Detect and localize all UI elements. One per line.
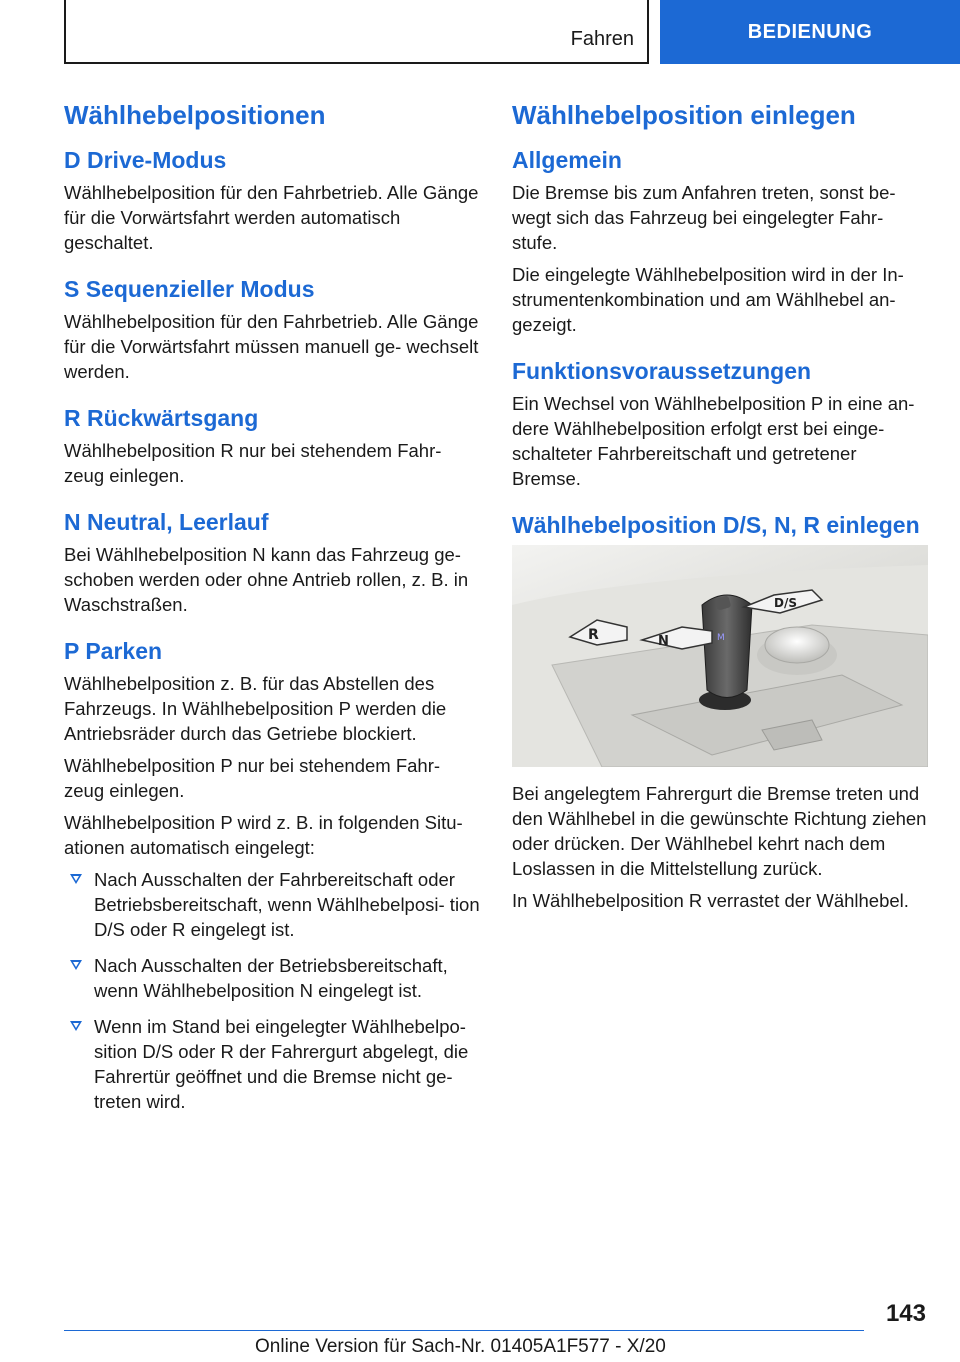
- section-neutral-text: Bei Wählhebelposition N kann das Fahrzeug ge‐ schoben werden oder ohne Antrieb rollen, z. B. in Waschstraßen.: [64, 544, 469, 615]
- right-title: Wählhebelposition einlegen: [512, 100, 856, 130]
- section-park-heading: P Parken: [64, 638, 163, 664]
- section-general-heading: Allgemein: [512, 147, 622, 173]
- section-general-text-1: Die Bremse bis zum Anfahren treten, sonst be‐ wegt sich das Fahrzeug bei eingelegter Fahr‐ stufe.: [512, 182, 896, 253]
- gear-selector-svg: [512, 545, 928, 767]
- footer-online-version: Online Version für Sach-Nr. 01405A1F577 - X/20: [255, 1336, 666, 1357]
- section-park-text-3: Wählhebelposition P wird z. B. in folgenden Situ‐ ationen automatisch eingelegt:: [64, 812, 463, 858]
- section-general-text-2: Die eingelegte Wählhebelposition wird in der In‐ strumentenkombination und am Wählhebel an‐ gezeigt.: [512, 264, 904, 335]
- section-requirements-text: Ein Wechsel von Wählhebelposition P in eine an‐ dere Wählhebelposition erfolgt erst bei einge‐ schalteter Fahrbereitschaft und getretener Bremse.: [512, 393, 915, 489]
- section-neutral: [64, 508, 480, 617]
- section-engage: [512, 511, 928, 913]
- section-neutral-heading: N Neutral, Leerlauf: [64, 509, 269, 535]
- left-column: [64, 98, 480, 1134]
- section-engage-heading: Wählhebelposition D/S, N, R einlegen: [512, 512, 920, 538]
- header-section-title: Fahren: [570, 28, 634, 50]
- section-requirements: [512, 357, 928, 491]
- section-general: [512, 146, 928, 337]
- list-item: Wenn im Stand bei eingelegter Wählhebelpo‐ sition D/S oder R der Fahrergurt abgelegt, die Fahrertür geöffnet und die Bremse nicht ge‐ treten wird.: [64, 1014, 480, 1114]
- park-bullet-list: [64, 867, 480, 1114]
- header-frame: [64, 0, 649, 64]
- svg-text:N: N: [658, 634, 669, 649]
- triangle-bullet-icon: [70, 874, 82, 884]
- header-chapter-tab[interactable]: BEDIENUNG: [660, 0, 960, 64]
- svg-text:R: R: [588, 627, 599, 643]
- triangle-bullet-icon: [70, 1021, 82, 1031]
- svg-text:M: M: [717, 633, 725, 643]
- section-requirements-heading: Funktionsvoraussetzungen: [512, 358, 812, 384]
- svg-text:D/S: D/S: [774, 596, 797, 610]
- list-item: Nach Ausschalten der Betriebsbereitschaft, wenn Wählhebelposition N eingelegt ist.: [64, 953, 480, 1003]
- section-drive-text: Wählhebelposition für den Fahrbetrieb. Alle Gänge für die Vorwärtsfahrt werden automatisch geschaltet.: [64, 182, 479, 253]
- section-drive: [64, 146, 480, 255]
- section-engage-text-2: In Wählhebelposition R verrastet der Wählhebel.: [512, 890, 909, 911]
- page-number: 143: [885, 1300, 926, 1327]
- section-reverse: [64, 404, 480, 488]
- left-title: Wählhebelpositionen: [64, 100, 326, 130]
- section-reverse-text: Wählhebelposition R nur bei stehendem Fahr‐ zeug einlegen.: [64, 440, 442, 486]
- section-park-text-1: Wählhebelposition z. B. für das Abstellen des Fahrzeugs. In Wählhebelposition P werden die Antriebsräder durch das Getriebe blockiert.: [64, 673, 447, 744]
- footer-divider: [64, 1330, 864, 1331]
- section-park: [64, 637, 480, 1114]
- right-column: [512, 98, 928, 933]
- section-sequential-text: Wählhebelposition für den Fahrbetrieb. Alle Gänge für die Vorwärtsfahrt müssen manuell ge‐ wechselt werden.: [64, 311, 479, 382]
- section-reverse-heading: R Rückwärtsgang: [64, 405, 259, 431]
- section-engage-text-1: Bei angelegtem Fahrergurt die Bremse treten und den Wählhebel in die gewünschte Richtung ziehen oder drücken. Der Wählhebel kehrt nach dem Loslassen in die Mittelstellung zurück.: [512, 783, 927, 879]
- section-park-text-2: Wählhebelposition P nur bei stehendem Fahr‐ zeug einlegen.: [64, 755, 441, 801]
- gear-selector-illustration: [512, 545, 928, 767]
- triangle-bullet-icon: [70, 960, 82, 970]
- section-sequential: [64, 275, 480, 384]
- section-sequential-heading: S Sequenzieller Modus: [64, 276, 315, 302]
- list-item: Nach Ausschalten der Fahrbereitschaft oder Betriebsbereitschaft, wenn Wählhebelposi‐ tion D/S oder R eingelegt ist.: [64, 867, 480, 942]
- section-drive-heading: D Drive-Modus: [64, 147, 227, 173]
